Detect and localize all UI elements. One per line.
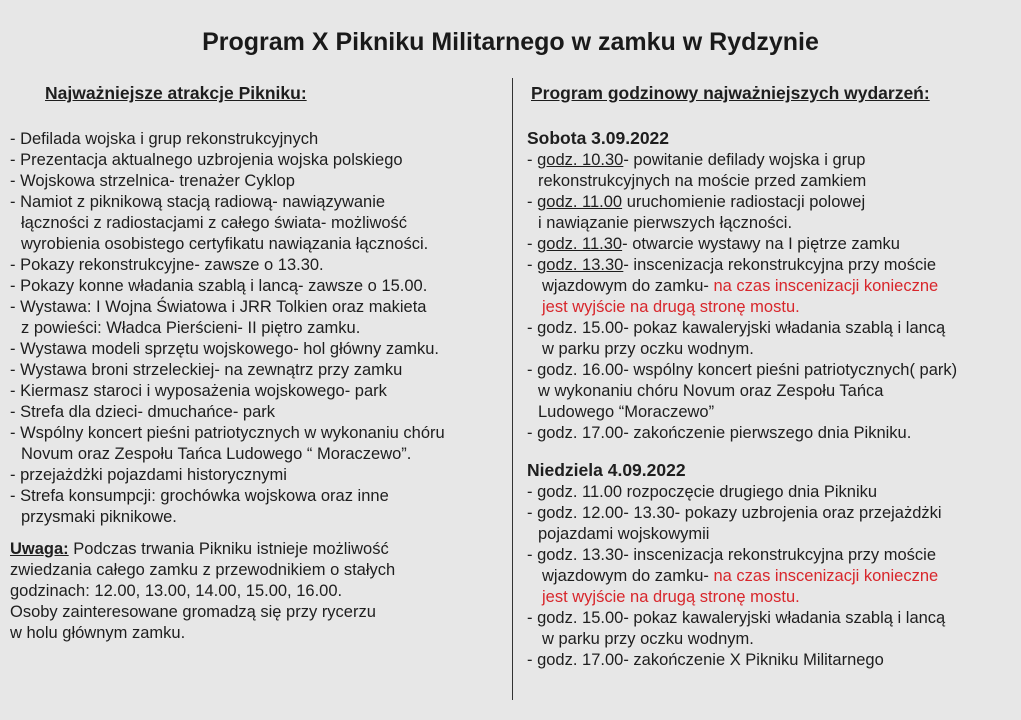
schedule-item: - godz. 15.00- pokaz kawaleryjski władania szablą i lancą bbox=[527, 609, 946, 627]
event-text: uruchomienie radiostacji polowej bbox=[622, 193, 866, 211]
schedule-item: - godz. 15.00- pokaz kawaleryjski władania szablą i lancą bbox=[527, 319, 946, 337]
list-item: - Wojskowa strzelnica- trenażer Cyklop bbox=[10, 172, 295, 190]
event-time: godz. 10.30 bbox=[537, 151, 624, 169]
schedule-item: - godz. 13.30- inscenizacja rekonstrukcyjna przy moście bbox=[527, 256, 937, 274]
column-divider bbox=[512, 78, 513, 700]
event-text: - otwarcie wystawy na I piętrze zamku bbox=[622, 235, 900, 253]
list-item: - Wystawa: I Wojna Światowa i JRR Tolkien oraz makieta bbox=[10, 298, 427, 316]
schedule-item-continuation: Ludowego “Moraczewo” bbox=[538, 403, 715, 421]
note-line: godzinach: 12.00, 13.00, 14.00, 15.00, 16.00. bbox=[10, 582, 343, 600]
list-item: - Pokazy konne władania szablą i lancą- zawsze o 15.00. bbox=[10, 277, 428, 295]
list-item: - Pokazy rekonstrukcyjne- zawsze o 13.30. bbox=[10, 256, 324, 274]
warning-text: na czas inscenizacji konieczne bbox=[708, 277, 939, 295]
list-item: - Strefa konsumpcji: grochówka wojskowa oraz inne bbox=[10, 487, 389, 505]
schedule-item-continuation: w wykonaniu chóru Novum oraz Zespołu Tańca bbox=[538, 382, 884, 400]
page-title: Program X Pikniku Militarnego w zamku w Rydzynie bbox=[202, 28, 819, 56]
warning-text: jest wyjście na drugą stronę mostu. bbox=[542, 588, 800, 606]
event-text: wjazdowym do zamku- bbox=[542, 567, 709, 585]
note-first-line bbox=[10, 539, 445, 560]
event-text: - powitanie defilady wojska i grup bbox=[623, 151, 866, 169]
warning-text: jest wyjście na drugą stronę mostu. bbox=[542, 298, 800, 316]
list-item-continuation: Novum oraz Zespołu Tańca Ludowego “ Moraczewo”. bbox=[21, 445, 412, 463]
note-line: zwiedzania całego zamku z przewodnikiem o stałych bbox=[10, 561, 396, 579]
list-item: - Kiermasz staroci i wyposażenia wojskowego- park bbox=[10, 382, 387, 400]
list-item-continuation: przysmaki piknikowe. bbox=[21, 508, 177, 526]
note-text: Podczas trwania Pikniku istnieje możliwość bbox=[68, 540, 389, 558]
event-text: - inscenizacja rekonstrukcyjna przy moście bbox=[623, 256, 937, 274]
schedule-item-continuation bbox=[527, 276, 957, 297]
schedule-item-continuation: pojazdami wojskowymii bbox=[538, 525, 710, 543]
schedule-item: - godz. 11.00 uruchomienie radiostacji polowej bbox=[527, 193, 866, 211]
note-line: w holu głównym zamku. bbox=[10, 624, 186, 642]
schedule-item-continuation bbox=[527, 566, 957, 587]
schedule-item: - godz. 13.30- inscenizacja rekonstrukcyjna przy moście bbox=[527, 546, 937, 564]
event-text: wjazdowym do zamku- bbox=[542, 277, 709, 295]
attractions-heading: Najważniejsze atrakcje Pikniku: bbox=[45, 83, 307, 103]
event-time: godz. 11.30 bbox=[537, 235, 623, 253]
attractions-list bbox=[10, 129, 445, 644]
schedule-item-continuation: i nawiązanie pierwszych łączności. bbox=[538, 214, 793, 232]
event-time: godz. 11.00 bbox=[537, 193, 623, 211]
schedule-item-continuation: w parku przy oczku wodnym. bbox=[542, 630, 754, 648]
note-label: Uwaga: bbox=[10, 540, 69, 558]
schedule-item-continuation: w parku przy oczku wodnym. bbox=[542, 340, 754, 358]
list-item: - Prezentacja aktualnego uzbrojenia wojska polskiego bbox=[10, 151, 403, 169]
schedule-item: - godz. 11.30- otwarcie wystawy na I piętrze zamku bbox=[527, 235, 900, 253]
event-time: godz. 13.30 bbox=[537, 256, 624, 274]
schedule-item: - godz. 11.00 rozpoczęcie drugiego dnia Pikniku bbox=[527, 483, 878, 501]
list-item: - Wystawa broni strzeleckiej- na zewnątrz przy zamku bbox=[10, 361, 403, 379]
list-item-continuation: wyrobienia osobistego certyfikatu nawiązania łączności. bbox=[21, 235, 429, 253]
schedule-list bbox=[527, 127, 957, 671]
list-item: - Defilada wojska i grup rekonstrukcyjnych bbox=[10, 130, 319, 148]
sunday-title: Niedziela 4.09.2022 bbox=[527, 460, 686, 480]
list-item: - Wystawa modeli sprzętu wojskowego- hol główny zamku. bbox=[10, 340, 440, 358]
warning-text: na czas inscenizacji konieczne bbox=[708, 567, 939, 585]
schedule-item: - godz. 17.00- zakończenie X Pikniku Militarnego bbox=[527, 651, 884, 669]
schedule-item: - godz. 17.00- zakończenie pierwszego dnia Pikniku. bbox=[527, 424, 912, 442]
schedule-item-continuation: rekonstrukcyjnych na moście przed zamkiem bbox=[538, 172, 867, 190]
list-item: - Namiot z piknikową stacją radiową- nawiązywanie bbox=[10, 193, 386, 211]
schedule-item: - godz. 10.30- powitanie defilady wojska i grup bbox=[527, 151, 866, 169]
schedule-item: - godz. 12.00- 13.30- pokazy uzbrojenia oraz przejażdżki bbox=[527, 504, 942, 522]
list-item: - przejażdżki pojazdami historycznymi bbox=[10, 466, 287, 484]
list-item: - Wspólny koncert pieśni patriotycznych w wykonaniu chóru bbox=[10, 424, 445, 442]
list-item: - Strefa dla dzieci- dmuchańce- park bbox=[10, 403, 276, 421]
schedule-item: - godz. 16.00- wspólny koncert pieśni patriotycznych( park) bbox=[527, 361, 958, 379]
note-line: Osoby zainteresowane gromadzą się przy rycerzu bbox=[10, 603, 376, 621]
list-item-continuation: z powieści: Władca Pierścieni- II piętro zamku. bbox=[21, 319, 361, 337]
saturday-title: Sobota 3.09.2022 bbox=[527, 128, 670, 148]
schedule-heading: Program godzinowy najważniejszych wydarzeń: bbox=[531, 83, 930, 103]
list-item-continuation: łączności z radiostacjami z całego świata- możliwość bbox=[21, 214, 408, 232]
